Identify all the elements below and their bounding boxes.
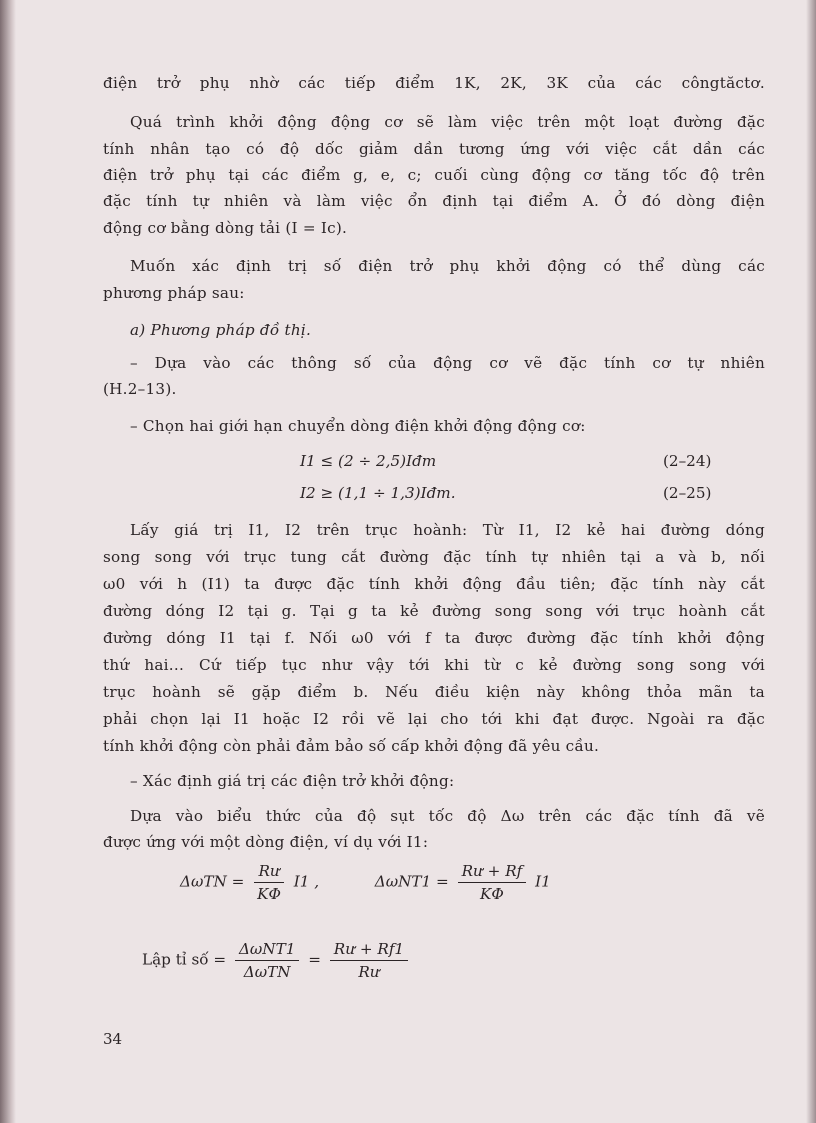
text-line: động cơ bằng dòng tải (I = Ic). <box>103 219 348 237</box>
text-line: đặc tính tự nhiên và làm việc ổn định tại điểm A. Ở đó dòng điện <box>103 192 765 210</box>
text-line: Quá trình khởi động động cơ sẽ làm việc trên một loạt đường đặc <box>130 113 765 131</box>
text-line: phương pháp sau: <box>103 284 245 302</box>
equation-2-25: I2 ≥ (1,1 ÷ 1,3)Iđm. <box>300 484 456 502</box>
text-line: trục hoành sẽ gặp điểm b. Nếu điều kiện này không thỏa mãn ta <box>103 683 765 701</box>
text-line: ω0 với h (I1) ta được đặc tính khởi động đầu tiên; đặc tính này cắt <box>103 575 765 593</box>
fraction: $\frac{Rư + Rf}{K\Phi}$ <box>458 862 527 903</box>
text-line: điện trở phụ tại các điểm g, e, c; cuối cùng động cơ tăng tốc độ trên <box>103 166 765 184</box>
text-line: Dựa vào biểu thức của độ sụt tốc độ Δω trên các đặc tính đã vẽ <box>130 807 765 825</box>
page-number: 34 <box>103 1030 123 1048</box>
text-line: tính nhân tạo có độ dốc giảm dần tương ứng với việc cắt dần các <box>103 140 765 158</box>
fraction: $\frac{Rư}{K\Phi}$ <box>253 862 285 903</box>
formula-speed-drop: ΔωTN = $\frac{Rư}{K\Phi}$ I1 , ΔωNT1 = $\frac{Rư + Rf}{K\Phi}$ I1 <box>180 862 551 903</box>
text-line: (H.2–13). <box>103 380 177 398</box>
equation-2-24: I1 ≤ (2 ÷ 2,5)Iđm <box>300 452 437 470</box>
text-line: – Chọn hai giới hạn chuyển dòng điện khởi động động cơ: <box>130 417 586 435</box>
fraction: $\frac{\text{ΔωNT1}}{\text{ΔωTN}}$ <box>235 940 299 981</box>
text-line: phải chọn lại I1 hoặc I2 rồi vẽ lại cho tới khi đạt được. Ngoài ra đặc <box>103 710 765 728</box>
text-line: Lấy giá trị I1, I2 trên trục hoành: Từ I1, I2 kẻ hai đường dóng <box>130 521 765 539</box>
text-line: điện trở phụ nhờ các tiếp điểm 1K, 2K, 3K của các côngtăctơ. <box>103 74 765 92</box>
text-line: được ứng với một dòng điện, ví dụ với I1: <box>103 833 429 851</box>
text-line: đường dóng I2 tại g. Tại g ta kẻ đường song song với trục hoành cắt <box>103 602 765 620</box>
text-line: đường dóng I1 tại f. Nối ω0 với f ta được đường đặc tính khởi động <box>103 629 765 647</box>
text-line: Muốn xác định trị số điện trở phụ khởi động có thể dùng các <box>130 257 765 275</box>
text-line: – Dựa vào các thông số của động cơ vẽ đặc tính cơ tự nhiên <box>130 354 765 372</box>
equation-number: (2–24) <box>663 452 712 470</box>
section-heading: a) Phương pháp đồ thị. <box>130 321 312 339</box>
text-line: thứ hai... Cứ tiếp tục như vậy tới khi từ c kẻ đường song song với <box>103 656 765 674</box>
fraction: $\frac{Rư + Rf1}{Rư}$ <box>330 940 408 981</box>
text-line: tính khởi động còn phải đảm bảo số cấp khởi động đã yêu cầu. <box>103 737 600 755</box>
equation-number: (2–25) <box>663 484 712 502</box>
text-line: song song với trục tung cắt đường đặc tính tự nhiên tại a và b, nối <box>103 548 765 566</box>
page-edge <box>806 0 816 1123</box>
text-line: – Xác định giá trị các điện trở khởi động: <box>130 772 455 790</box>
book-spine <box>0 0 16 1123</box>
formula-ratio: Lập tỉ số = $\frac{\text{ΔωNT1}}{\text{ΔωTN}}$ = $\frac{Rư + Rf1}{Rư}$ <box>142 940 412 981</box>
